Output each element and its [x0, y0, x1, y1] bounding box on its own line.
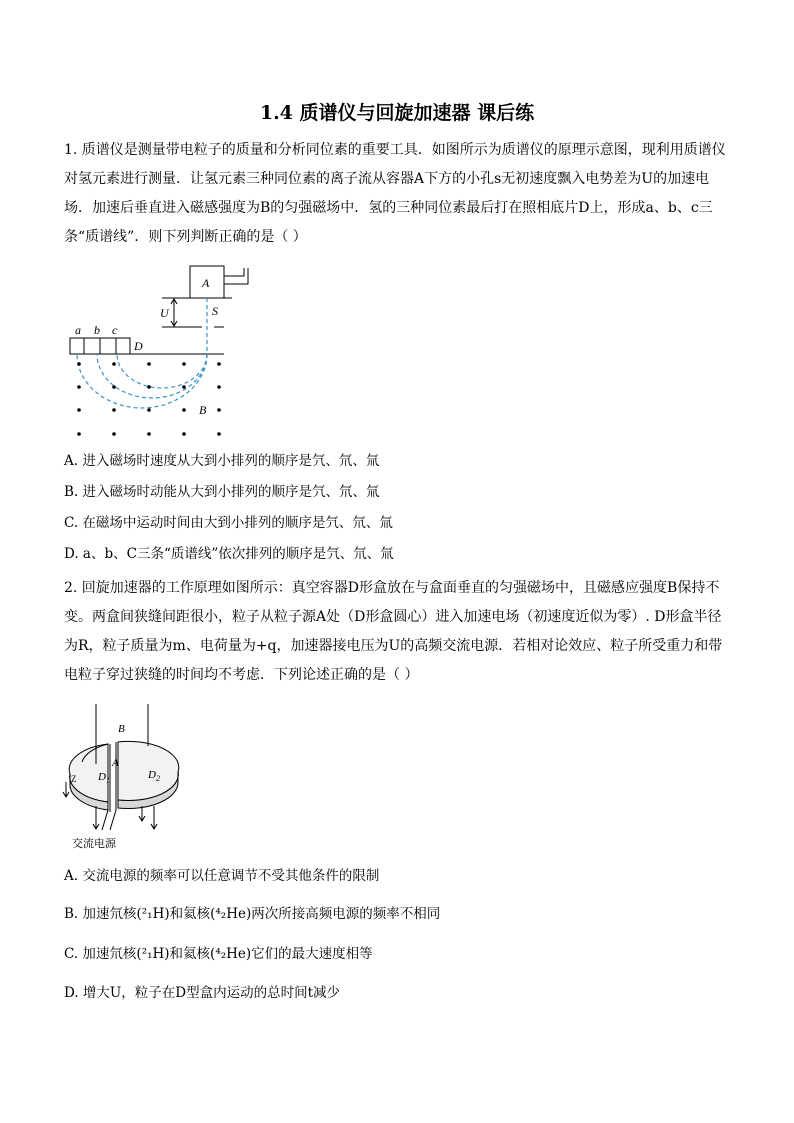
label-d2: $D_2$ [148, 769, 160, 783]
q2-option-a: A. 交流电源的频率可以任意调节不受其他条件的限制 [64, 868, 380, 884]
label-source-a: A [112, 757, 119, 769]
wire-to-source [102, 810, 108, 830]
label-slit-s: S [212, 304, 218, 318]
label-field-b: B [199, 403, 207, 417]
trajectory-b [97, 354, 207, 398]
q1-option-c: C. 在磁场中运动时间由大到小排列的顺序是氕、氘、氚 [64, 515, 393, 531]
mass-spectrometer-figure [62, 262, 262, 442]
question-2-text: 2. 回旋加速器的工作原理如图所示：真空容器D形盒放在与盒面垂直的匀强磁场中，且磁感应强度B保持不变。两盒间狭缝间距很小，粒子从粒子源A处（D形盒圆心）进入加速电场（初速度近似为零）. D形盒半径为R，粒子质量为m、电荷量为+q，加速器接电压为U的高频交流电源．若相对论效应、粒子所受重力和带电粒子穿过狭缝的时间均不考虑．下列论述正确的是（ ） [64, 580, 723, 683]
q2-option-d: D. 增大U，粒子在D型盒内运动的总时间t减少 [64, 985, 341, 1001]
svg-text:Z: Z [71, 774, 77, 784]
question-1-text: 1. 质谱仪是测量带电粒子的质量和分析同位素的重要工具．如图所示为质谱仪的原理示意图，现利用质谱仪对氢元素进行测量．让氢元素三种同位素的离子流从容器A下方的小孔s无初速度飘入电势差为U的加速电场．加速后垂直进入磁感强度为B的匀强磁场中．氢的三种同位素最后打在照相底片D上，形成a、b、c三条“质谱线”．则下列判断正确的是（ ） [64, 142, 726, 245]
label-d1: $D_1$ [98, 771, 110, 785]
cyclotron-figure [58, 702, 198, 852]
container-connector [224, 268, 244, 276]
q1-option-d: D. a、b、C三条“质谱线”依次排列的顺序是氕、氘、氚 [64, 546, 394, 562]
label-field-b: B [118, 723, 125, 735]
label-container-a: A [202, 276, 210, 290]
ac-source-caption: 交流电源 [72, 838, 116, 850]
q1-option-a: A. 进入磁场时速度从大到小排列的顺序是氕、氘、氚 [64, 453, 380, 469]
trajectory-a [77, 354, 207, 408]
label-b: b [94, 323, 100, 337]
trajectory-c [117, 354, 207, 388]
q1-option-b: B. 进入磁场时动能从大到小排列的顺序是氕、氘、氚 [64, 484, 380, 500]
label-plate-d: D [134, 339, 143, 353]
label-a: a [75, 323, 81, 337]
label-c: c [112, 323, 118, 337]
q2-option-c: C. 加速氘核(²₁H)和氦核(⁴₂He)它们的最大速度相等 [64, 946, 373, 962]
q2-option-b: B. 加速氘核(²₁H)和氦核(⁴₂He)两次所接高频电源的频率不相同 [64, 906, 441, 922]
page-title: 1.4 质谱仪与回旋加速器 课后练 [259, 102, 535, 124]
label-voltage-u: U [160, 306, 169, 320]
